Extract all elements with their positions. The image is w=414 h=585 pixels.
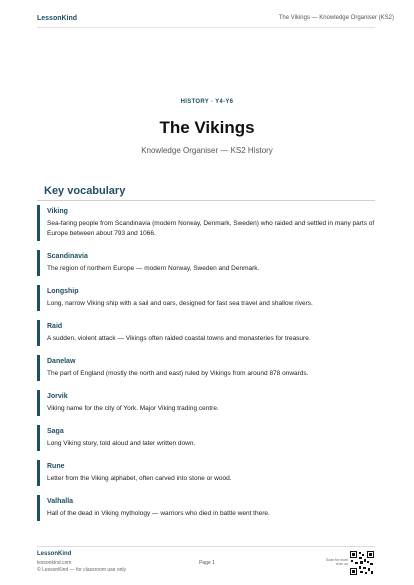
footer-brand: LessonKind xyxy=(37,551,72,557)
vocab-item xyxy=(37,460,375,486)
header-divider xyxy=(37,27,375,28)
qr-scan-label: Scan for more from us xyxy=(326,558,348,566)
qr-code-icon[interactable] xyxy=(350,551,374,575)
page-header xyxy=(0,0,414,40)
section-divider xyxy=(37,200,375,201)
footer-divider xyxy=(37,546,375,547)
vocab-item xyxy=(37,285,375,311)
vocab-definition: Viking name for the city of York. Major Viking trading centre. xyxy=(47,405,219,412)
vocab-term: Rune xyxy=(47,463,65,470)
vocab-term: Scandinavia xyxy=(47,253,88,260)
vocab-term: Viking xyxy=(47,208,68,215)
vocab-definition: The region of northern Europe — modern Norway, Sweden and Denmark. xyxy=(47,265,260,272)
vocab-item xyxy=(37,495,375,521)
vocab-definition: Sea-faring people from Scandinavia (modern Norway, Denmark, Sweden) who raided and settled in many parts of Europe between about 793 and 1066. xyxy=(47,220,375,237)
vocab-definition: Hall of the dead in Viking mythology — warriors who died in battle went there. xyxy=(47,510,270,517)
vocab-definition: Long, narrow Viking ship with a sail and oars, designed for fast sea travel and shallow rivers. xyxy=(47,300,313,307)
vocab-item xyxy=(37,250,375,276)
vocab-term: Raid xyxy=(47,323,63,330)
vocab-term: Longship xyxy=(47,288,79,295)
vocab-item xyxy=(37,205,375,241)
page-number: Page 1 xyxy=(199,560,215,566)
footer-site-link[interactable]: lessonkind.com xyxy=(37,560,72,566)
vocab-definition: Long Viking story, told aloud and later written down. xyxy=(47,440,196,447)
vocab-definition: Letter from the Viking alphabet, often carved into stone or wood. xyxy=(47,475,232,482)
brand-name: LessonKind xyxy=(37,15,78,22)
document-title: The Vikings — Knowledge Organiser (KS2) xyxy=(278,15,394,21)
vocab-term: Valhalla xyxy=(47,498,74,505)
vocabulary-list xyxy=(37,205,375,530)
vocab-definition: A sudden, violent attack — Vikings often raided coastal towns and monasteries for treasure. xyxy=(47,335,311,342)
vocab-item xyxy=(37,390,375,416)
page-subtitle: Knowledge Organiser — KS2 History xyxy=(141,146,273,155)
vocab-item xyxy=(37,320,375,346)
vocab-item xyxy=(37,425,375,451)
vocab-term: Danelaw xyxy=(47,358,76,365)
subject-label: HISTORY · Y4-Y6 xyxy=(180,99,234,105)
vocab-definition: The part of England (mostly the north and east) ruled by Vikings from around 878 onwards. xyxy=(47,370,309,377)
page-title: The Vikings xyxy=(159,118,255,137)
footer-copyright: © LessonKind — for classroom use only xyxy=(37,567,127,573)
vocab-item xyxy=(37,355,375,381)
section-heading: Key vocabulary xyxy=(44,185,126,197)
vocab-term: Saga xyxy=(47,428,64,435)
vocab-term: Jorvik xyxy=(47,393,68,400)
